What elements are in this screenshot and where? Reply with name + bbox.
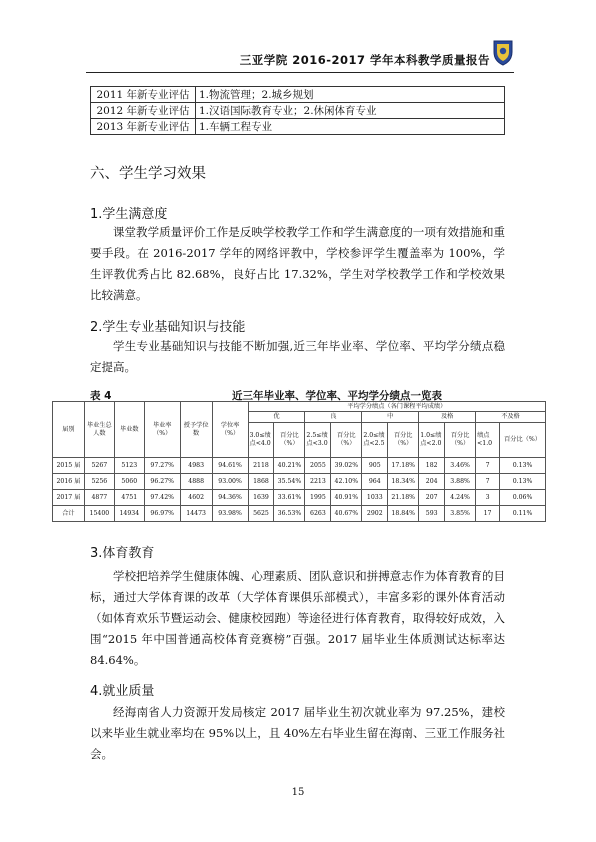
header-cell: 百分比（%） bbox=[388, 423, 419, 458]
table-row bbox=[53, 490, 546, 506]
table-cell: 2016 届 bbox=[53, 474, 85, 490]
subsection-heading: 3.体育教育 bbox=[90, 546, 155, 561]
table-cell: 33.61% bbox=[274, 490, 305, 506]
graduation-stats-table bbox=[52, 401, 546, 522]
table-cell: 97.27% bbox=[144, 458, 180, 474]
table-cell: 5060 bbox=[114, 474, 144, 490]
table-cell: 182 bbox=[419, 458, 445, 474]
table-cell: 4.24% bbox=[445, 490, 476, 506]
table-cell: 17 bbox=[476, 506, 500, 522]
table-row bbox=[91, 119, 505, 135]
header-cell: 百分比（%） bbox=[445, 423, 476, 458]
table-cell: 94.61% bbox=[212, 458, 248, 474]
eval-year-cell: 2011 年新专业评估 bbox=[91, 87, 196, 103]
table-cell: 2015 届 bbox=[53, 458, 85, 474]
table-cell: 1995 bbox=[305, 490, 331, 506]
header-cell: 届别 bbox=[53, 402, 85, 458]
table-cell: 36.53% bbox=[274, 506, 305, 522]
table-cell: 3.88% bbox=[445, 474, 476, 490]
table-cell: 18.84% bbox=[388, 506, 419, 522]
table-cell: 2902 bbox=[362, 506, 388, 522]
table-cell: 593 bbox=[419, 506, 445, 522]
table-cell: 0.11% bbox=[500, 506, 546, 522]
table-row bbox=[53, 458, 546, 474]
header-cell: 百分比（%） bbox=[331, 423, 362, 458]
paragraph: 学校把培养学生健康体魄、心理素质、团队意识和拼搏意志作为体育教育的目标，通过大学体育课的改革（大学体育课俱乐部模式），丰富多彩的课外体育活动（如体育欢乐节暨运动会、健康校园跑）等途径进行体育教育，取得较好成效，入围“2015 年中国普通高校体育竞赛榜”百强。2017 届毕业生体质测试达标率达 84.64%。 bbox=[90, 569, 505, 667]
header-cell: 良 bbox=[305, 412, 362, 423]
header-cell: 2.0≤绩点<2.5 bbox=[362, 423, 388, 458]
subsection-heading: 2.学生专业基础知识与技能 bbox=[90, 320, 246, 335]
table-cell: 40.67% bbox=[331, 506, 362, 522]
header-cell: 毕业率（%） bbox=[144, 402, 180, 458]
header-cell: 百分比（%） bbox=[500, 423, 546, 458]
header-cell: 平均学分绩点（各门课程平均成绩） bbox=[248, 402, 545, 412]
subsection-heading: 1.学生满意度 bbox=[90, 207, 168, 222]
table-cell: 21.18% bbox=[388, 490, 419, 506]
page-number: 15 bbox=[291, 787, 305, 798]
table-row bbox=[53, 474, 546, 490]
table-row bbox=[91, 87, 505, 103]
table-cell: 4888 bbox=[180, 474, 212, 490]
header-cell: 百分比（%） bbox=[274, 423, 305, 458]
eval-year-cell: 2012 年新专业评估 bbox=[91, 103, 196, 119]
header-cell: 优 bbox=[248, 412, 305, 423]
report-title: 三亚学院 2016-2017 学年本科教学质量报告 bbox=[239, 53, 490, 67]
section-heading: 六、学生学习效果 bbox=[90, 166, 206, 182]
table-cell: 3.46% bbox=[445, 458, 476, 474]
header-cell: 3.0≤绩点<4.0 bbox=[248, 423, 274, 458]
table-cell: 905 bbox=[362, 458, 388, 474]
table-cell: 207 bbox=[419, 490, 445, 506]
table-header-row bbox=[53, 402, 546, 412]
header-cell: 绩点<1.0 bbox=[476, 423, 500, 458]
header-cell: 毕业生总人数 bbox=[84, 402, 114, 458]
table-cell: 96.27% bbox=[144, 474, 180, 490]
table-cell: 93.00% bbox=[212, 474, 248, 490]
table-cell: 3 bbox=[476, 490, 500, 506]
university-crest-icon bbox=[492, 38, 514, 66]
table-cell: 3.85% bbox=[445, 506, 476, 522]
table-cell: 94.36% bbox=[212, 490, 248, 506]
table-cell: 1033 bbox=[362, 490, 388, 506]
table-cell: 2118 bbox=[248, 458, 274, 474]
table-cell: 0.13% bbox=[500, 458, 546, 474]
table-cell: 7 bbox=[476, 458, 500, 474]
header-cell: 1.0≤绩点<2.0 bbox=[419, 423, 445, 458]
table-cell: 97.42% bbox=[144, 490, 180, 506]
eval-items-cell: 1.车辆工程专业 bbox=[196, 119, 505, 135]
table-cell: 204 bbox=[419, 474, 445, 490]
table-cell: 4983 bbox=[180, 458, 212, 474]
table-cell: 5625 bbox=[248, 506, 274, 522]
eval-items-cell: 1.汉语国际教育专业；2.休闲体育专业 bbox=[196, 103, 505, 119]
header-cell: 不及格 bbox=[476, 412, 546, 423]
table-cell: 1868 bbox=[248, 474, 274, 490]
paragraph: 经海南省人力资源开发局核定 2017 届毕业生初次就业率为 97.25%，建校以来毕业生就业率均在 95%以上，且 40%左右毕业生留在海南、三亚工作服务社会。 bbox=[90, 705, 505, 761]
table-cell: 7 bbox=[476, 474, 500, 490]
table-cell: 4751 bbox=[114, 490, 144, 506]
table-cell: 0.13% bbox=[500, 474, 546, 490]
table-cell: 40.21% bbox=[274, 458, 305, 474]
new-major-evaluation-table bbox=[90, 86, 505, 135]
table-cell: 5123 bbox=[114, 458, 144, 474]
header-cell: 中 bbox=[362, 412, 419, 423]
table-cell: 42.10% bbox=[331, 474, 362, 490]
header-cell: 及格 bbox=[419, 412, 476, 423]
table-cell: 合计 bbox=[53, 506, 85, 522]
table-cell: 5256 bbox=[84, 474, 114, 490]
eval-year-cell: 2013 年新专业评估 bbox=[91, 119, 196, 135]
table-cell: 4877 bbox=[84, 490, 114, 506]
table-cell: 14934 bbox=[114, 506, 144, 522]
table-cell: 17.18% bbox=[388, 458, 419, 474]
table-cell: 39.02% bbox=[331, 458, 362, 474]
table-cell: 1639 bbox=[248, 490, 274, 506]
table-cell: 2213 bbox=[305, 474, 331, 490]
table-caption-title: 近三年毕业率、学位率、平均学分绩点一览表 bbox=[232, 390, 442, 402]
table-row bbox=[91, 103, 505, 119]
table-cell: 96.97% bbox=[144, 506, 180, 522]
table-cell: 2055 bbox=[305, 458, 331, 474]
header-cell: 授予学位数 bbox=[180, 402, 212, 458]
table-cell: 15400 bbox=[84, 506, 114, 522]
header-cell: 学位率（%） bbox=[212, 402, 248, 458]
table-caption-label: 表 4 bbox=[90, 390, 112, 402]
paragraph: 课堂教学质量评价工作是反映学校教学工作和学生满意度的一项有效措施和重要手段。在 2016-2017 学年的网络评教中，学校参评学生覆盖率为 100%，学生评教优秀占比 82.68%，良好占比 17.32%，学生对学校教学工作和学校效果比较满意。 bbox=[90, 225, 505, 302]
table-cell: 93.98% bbox=[212, 506, 248, 522]
subsection-heading: 4.就业质量 bbox=[90, 684, 155, 699]
paragraph: 学生专业基础知识与技能不断加强,近三年毕业率、学位率、平均学分绩点稳定提高。 bbox=[90, 339, 505, 374]
table-cell: 2017 届 bbox=[53, 490, 85, 506]
table-cell: 964 bbox=[362, 474, 388, 490]
eval-items-cell: 1.物流管理；2.城乡规划 bbox=[196, 87, 505, 103]
table-cell: 0.06% bbox=[500, 490, 546, 506]
table-cell: 4602 bbox=[180, 490, 212, 506]
table-cell: 40.91% bbox=[331, 490, 362, 506]
table-cell: 5267 bbox=[84, 458, 114, 474]
table-cell: 35.54% bbox=[274, 474, 305, 490]
table-cell: 14473 bbox=[180, 506, 212, 522]
table-cell: 18.34% bbox=[388, 474, 419, 490]
header-cell: 毕业数 bbox=[114, 402, 144, 458]
page-header bbox=[86, 36, 514, 73]
table-row bbox=[53, 506, 546, 522]
table-cell: 6263 bbox=[305, 506, 331, 522]
header-cell: 2.5≤绩点<3.0 bbox=[305, 423, 331, 458]
